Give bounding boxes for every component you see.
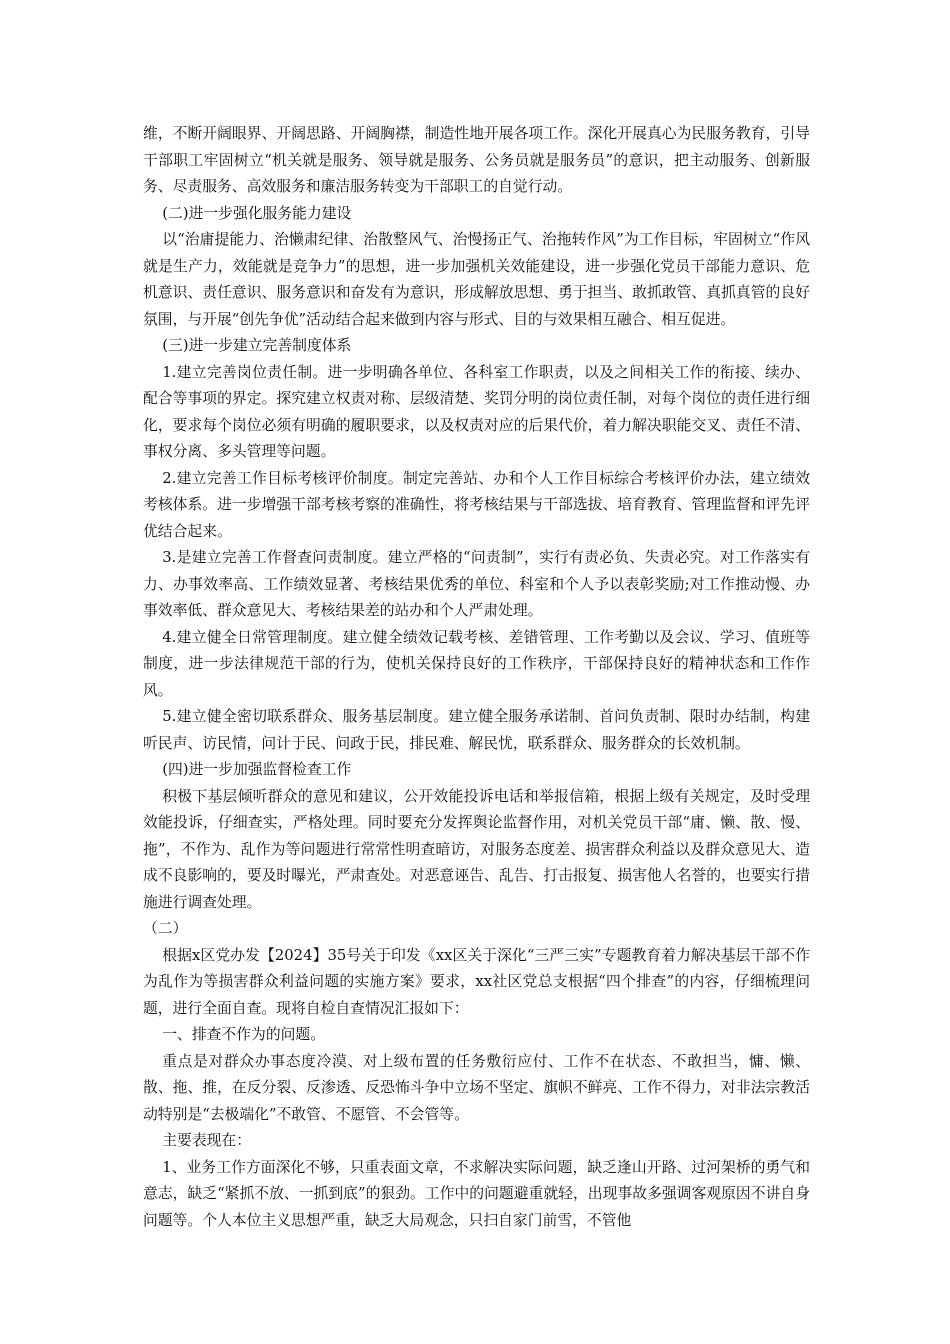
section-heading-4: (四)进一步加强监督检查工作 xyxy=(162,761,352,778)
paragraph-key-points: 重点是对群众办事态度冷漠、对上级布置的任务敷衍应付、工作不在状态、不敢担当，慵、懒、散、拖、推，在反分裂、反渗透、反恐怖斗争中立场不坚定、旗帜不鲜亮、工作不得力，对非法宗教活动特别是“去极端化”不敢管、不愿管、不会管等。 xyxy=(143,1052,810,1123)
list-item-4: 4.建立健全日常管理制度。建立健全绩效记载考核、差错管理、工作考勤以及会议、学习、值班等制度，进一步法律规范干部的行为，使机关保持良好的工作秩序，干部保持良好的精神状态和工作作风。 xyxy=(143,628,810,699)
paragraph-main-manifestations: 主要表现在： xyxy=(162,1132,252,1149)
list-item-5: 5.建立健全密切联系群众、服务基层制度。建立健全服务承诺制、首问负责制、限时办结制，构建听民声、访民情，问计于民、问政于民，排民难、解民忧，联系群众、服务群众的长效机制。 xyxy=(143,708,810,752)
list-item-3: 3.是建立完善工作督查问责制度。建立严格的“问责制”，实行有责必负、失责必究。对工作落实有力、办事效率高、工作绩效显著、考核结果优秀的单位、科室和个人予以表彰奖励;对工作推动慢、办事效率低、群众意见大、考核结果差的站办和个人严肃处理。 xyxy=(143,549,810,619)
paragraph-continuation: 维，不断开阔眼界、开阔思路、开阔胸襟，制造性地开展各项工作。深化开展真心为民服务教育，引导干部职工牢固树立“机关就是服务、领导就是服务、公务员就是服务员”的意识，把主动服务、创新服务、尽责服务、高效服务和廉洁服务转变为干部职工的自觉行动。 xyxy=(143,125,810,195)
section-heading-3: (三)进一步建立完善制度体系 xyxy=(162,337,352,354)
paragraph-self-inspection: 根据x区党办发【2024】35号关于印发《xx区关于深化“三严三实”专题教育着力解决基层干部不作为乱作为等损害群众利益问题的实施方案》要求，xx社区党总支根据“四个排查”的内容，仔细梳理问题，进行全面自查。现将自检自查情况汇报如下： xyxy=(143,946,810,1017)
list-item-2: 2.建立完善工作目标考核评价制度。制定完善站、办和个人工作目标综合考核评价办法，建立绩效考核体系。进一步增强干部考核考察的准确性，将考核结果与干部选拔、培育教育、管理监督和评先评优结合起来。 xyxy=(143,469,810,540)
section-heading-inaction: 一、排查不作为的问题。 xyxy=(162,1026,326,1043)
document-page xyxy=(143,121,810,1234)
list-item-manifestation-1: 1、业务工作方面深化不够，只重表面文章，不求解决实际问题，缺乏逢山开路、过河架桥的勇气和意志，缺乏“紧抓不放、一抓到底”的狠劲。工作中的问题避重就轻，出现事故多强调客观原因不讲自身问题等。个人本位主义思想严重，缺乏大局观念，只扫自家门前雪，不管他 xyxy=(143,1158,810,1229)
part-marker: （二） xyxy=(143,920,188,937)
paragraph-supervision: 积极下基层倾听群众的意见和建议，公开效能投诉电话和举报信箱，根据上级有关规定，及时受理效能投诉，仔细查实，严格处理。同时要充分发挥舆论监督作用，对机关党员干部“庸、懒、散、慢、拖”，不作为、乱作为等问题进行常常性明查暗访，对服务态度差、损害群众利益以及群众意见大、造成不良影响的，要及时曝光，严肃查处。对恶意诬告、乱告、打击报复、损害他人名誉的，也要实行措施进行调查处理。 xyxy=(143,787,810,911)
list-item-1: 1.建立完善岗位责任制。进一步明确各单位、各科室工作职责，以及之间相关工作的衔接、续办、配合等事项的界定。探究建立权责对称、层级清楚、奖罚分明的岗位责任制，对每个岗位的责任进行细化，要求每个岗位必须有明确的履职要求，以及权责对应的后果代价，着力解决职能交叉、责任不清、事权分离、多头管理等问题。 xyxy=(143,363,810,460)
paragraph-service-capacity: 以“治庸提能力、治懒肃纪律、治散整风气、治慢扬正气、治拖转作风”为工作目标，牢固树立“作风就是生产力，效能就是竞争力”的思想，进一步加强机关效能建设，进一步强化党员干部能力意识、危机意识、责任意识、服务意识和奋发有为意识，形成解放思想、勇于担当、敢抓敢管、真抓真管的良好氛围，与开展“创先争优”活动结合起来做到内容与形式、目的与效果相互融合、相互促进。 xyxy=(143,231,810,328)
section-heading-2: (二)进一步强化服务能力建设 xyxy=(162,204,352,222)
